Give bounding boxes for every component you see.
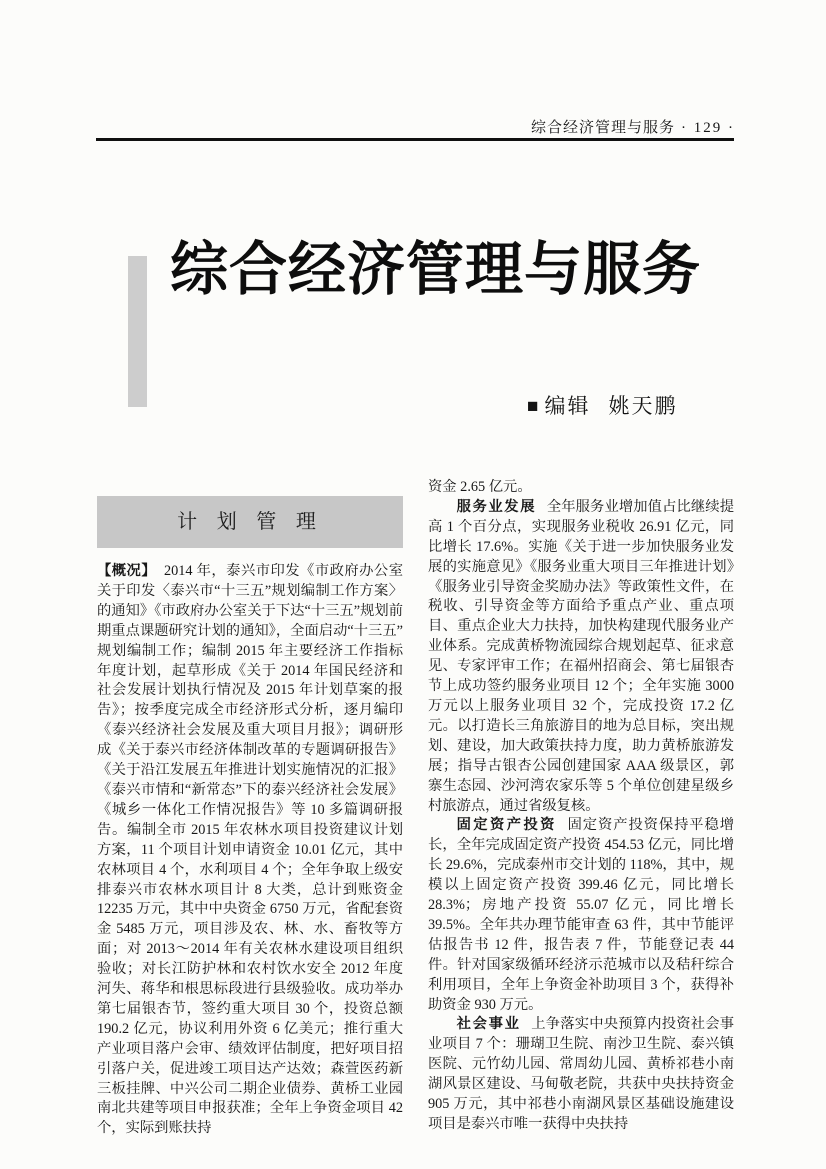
- filled-square-icon: ■: [527, 396, 541, 417]
- continuation-paragraph: 资金 2.65 亿元。: [428, 479, 532, 495]
- section-header-label: 计 划 管 理: [177, 511, 323, 533]
- page-title: 综合经济管理与服务: [170, 237, 702, 302]
- fixed-asset-text: 固定资产投资保持平稳增长，全年完成固定资产投资 454.53 亿元，同比增长 29.6%，完成泰州市交计划的 118%，其中，规模以上固定资产投资 399.46 亿元，同比增长 28.3%；房地产投资 55.07 亿元，同比增长 39.5%。全年共办理节能审查 63 件，其中节能评估报告书 12 件，报告表 7 件，节能登记表 44 件。针对国家级循环经济示范城市以及秸秆综合利用项目，全年上争资金补助项目 3 个，获得补助资金 930 万元。: [428, 817, 735, 1013]
- two-column-body: [97, 478, 734, 1139]
- editor-line: [527, 390, 677, 420]
- fixed-asset-paragraph: [428, 816, 734, 1015]
- editor-label: 编辑: [544, 394, 591, 418]
- right-column: [428, 478, 734, 1139]
- services-text: 全年服务业增加值占比继续提高 1 个百分点，实现服务业税收 26.91 亿元，同比增长 17.6%。实施《关于进一步加快服务业发展的实施意见》《服务业重大项目三年推进计划》《服务业引导资金奖励办法》等政策性文件，在税收、引导资金等方面给予重点产业、重点项目、重点企业大力扶持，加快构建现代服务业产业体系。完成黄桥物流园综合规划起草、征求意见、专家评审工作；在福州招商会、第七届银杏节上成功签约服务业项目 12 个；全年实施 3000 万元以上服务业项目 32 个，完成投资 17.2 亿元。以打造长三角旅游目的地为总目标，突出规划、建设，加大政策扶持力度，助力黄桥旅游发展；指导古银杏公园创建国家 AAA 级景区，郭寨生态园、沙河湾农家乐等 5 个单位创建星级乡村旅游点，通过省级复核。: [428, 498, 735, 814]
- services-paragraph: [428, 498, 734, 817]
- title-accent-bar: [128, 256, 147, 407]
- fixed-asset-label: 固定资产投资: [456, 817, 557, 834]
- social-undertakings-text: 上争落实中央预算内投资社会事业项目 7 个：珊瑚卫生院、南沙卫生院、泰兴镇医院、元竹幼儿园、常周幼儿园、黄桥祁巷小南湖风景区建设、马甸敬老院，共获中央扶持资金 905 万元，其中祁巷小南湖风景区基础设施建设项目是泰兴市唯一获得中央扶持: [428, 1016, 735, 1132]
- overview-text: 2014 年，泰兴市印发《市政府办公室关于印发〈泰兴市“十三五”规划编制工作方案〉的通知》《市政府办公室关于下达“十三五”规划前期重点课题研究计划的通知》，全面启动“十三五”规划编制工作；编制 2015 年主要经济工作指标年度计划，起草形成《关于 2014 年国民经济和社会发展计划执行情况及 2015 年计划草案的报告》；按季度完成全市经济形式分析，逐月编印《泰兴经济社会发展及重大项目月报》；调研形成《关于泰兴市经济体制改革的专题调研报告》《关于沿江发展五年推进计划实施情况的汇报》《泰兴市情和“新常态”下的泰兴经济社会发展》《城乡一体化工作情况报告》等 10 多篇调研报告。编制全市 2015 年农林水项目投资建议计划方案，11 个项目计划申请资金 10.01 亿元，其中农林项目 4 个，水利项目 4 个；全年争取上级安排泰兴市农林水项目计 8 大类，总计到账资金 12235 万元，其中中央资金 6750 万元，省配套资金 5485 万元，项目涉及农、林、水、畜牧等方面；对 2013～2014 年有关农林水建设项目组织验收；对长江防护林和农村饮水安全 2012 年度河失、蒋华和根思标段进行县级验收。成功举办第七届银杏节，签约重大项目 30 个，投资总额 190.2 亿元，协议利用外资 6 亿美元；推行重大产业项目落户会审、绩效评估制度，把好项目招引落户关，促进竣工项目达产达效；森萱医药新三板挂牌、中兴公司二期企业债券、黄桥工业园南北共建等项目申报获准；全年上争资金项目 42 个，实际到账扶持: [97, 563, 403, 1137]
- social-undertakings-paragraph: [428, 1015, 734, 1134]
- header-rule: [96, 138, 734, 141]
- social-undertakings-label: 社会事业: [456, 1016, 521, 1033]
- section-header-box: [97, 496, 403, 548]
- running-head-section: 综合经济管理与服务: [530, 119, 675, 136]
- left-column: [97, 478, 403, 1139]
- overview-label: 【概况】: [97, 563, 157, 579]
- services-label: 服务业发展: [456, 498, 537, 515]
- editor-name: 姚天鹏: [608, 394, 678, 418]
- running-head: [531, 116, 735, 137]
- overview-paragraph: [97, 562, 403, 1139]
- running-head-page-number: · 129 ·: [681, 120, 735, 136]
